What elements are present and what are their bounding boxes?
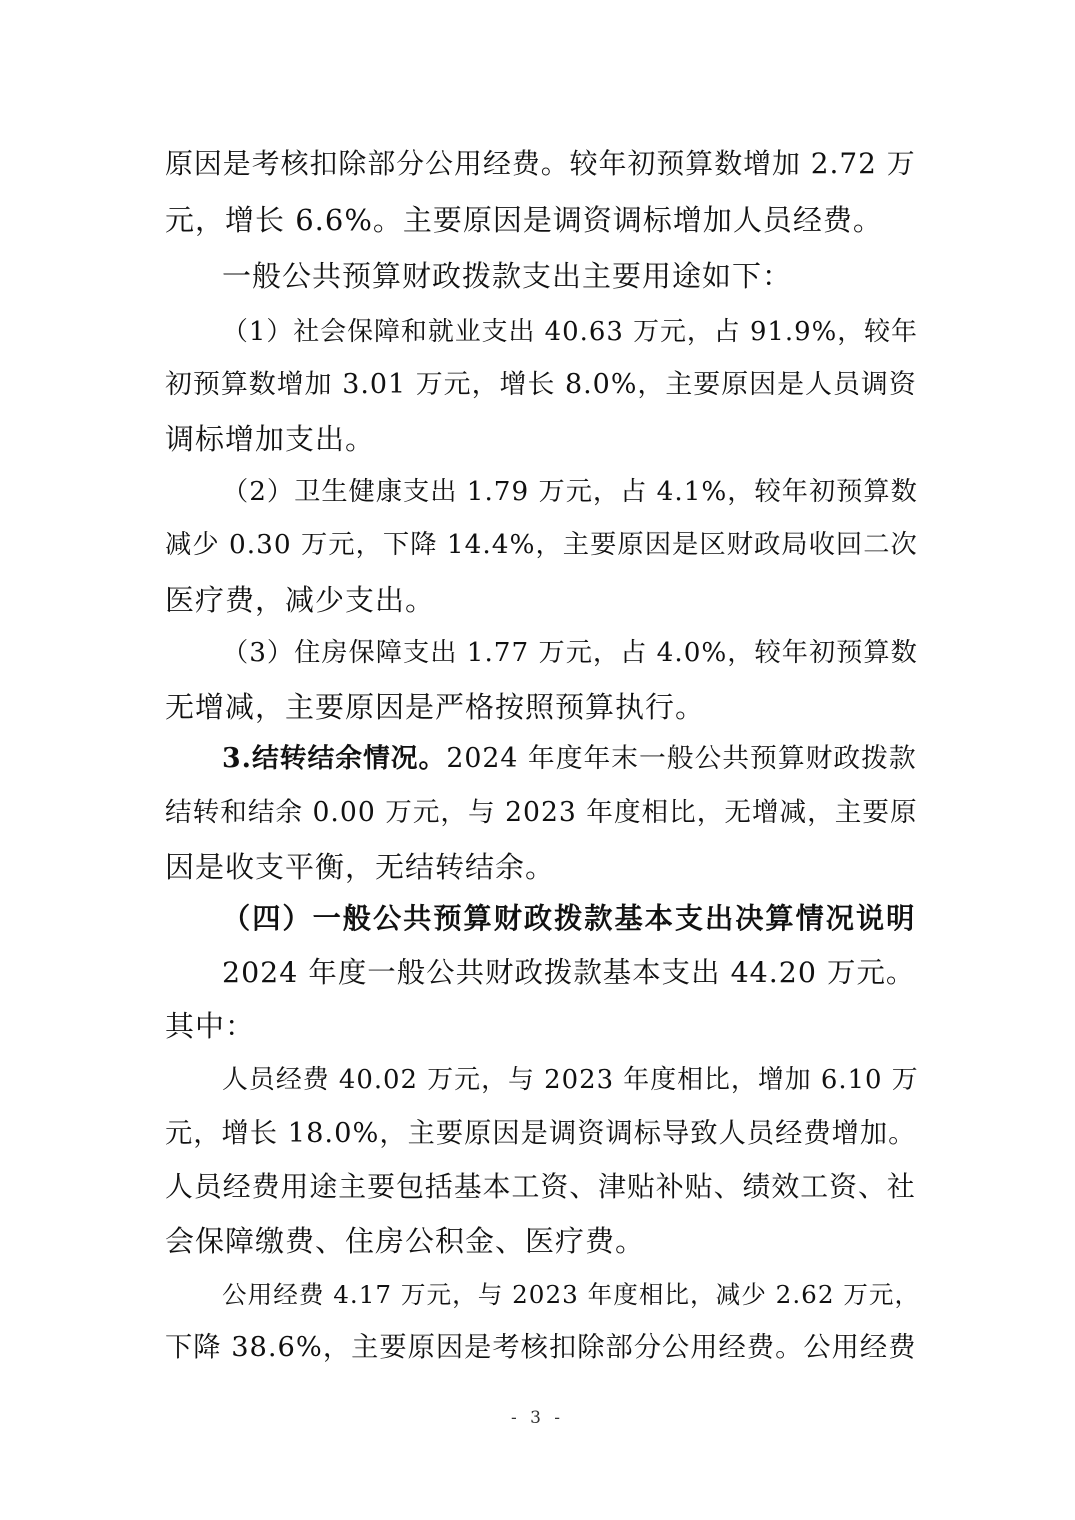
text-line-content: 医疗费，减少支出。	[165, 583, 436, 617]
text-line-content: 因是收支平衡，无结转结余。	[165, 850, 556, 884]
text-line	[165, 1114, 1075, 1154]
text-line	[165, 1006, 1075, 1046]
text-line-content: 元，增长 18.0%，主要原因是调资调标导致人员经费增加。	[165, 1118, 917, 1149]
text-line-content: 元，增长 6.6%。主要原因是调资调标增加人员经费。	[165, 203, 883, 237]
text-line	[222, 953, 1075, 993]
text-line-content: 会保障缴费、住房公积金、医疗费。	[165, 1224, 646, 1258]
text-line-content: 其中：	[165, 1009, 256, 1043]
section-heading-text: （四）一般公共预算财政拨款基本支出决算情况说明	[222, 902, 917, 935]
text-line-content: （2）卫生健康支出 1.79 万元，占 4.1%，较年初预算数	[222, 477, 918, 507]
text-line	[222, 472, 1075, 512]
text-line	[165, 793, 1075, 833]
text-line	[165, 419, 1075, 459]
text-line	[165, 1328, 1075, 1368]
text-line-content: 无增减，主要原因是严格按照预算执行。	[165, 690, 706, 724]
text-line-content: 结转和结余 0.00 万元，与 2023 年度相比，无增减，主要原	[165, 797, 918, 828]
text-line	[165, 144, 916, 184]
text-line-content: 2024 年度一般公共财政拨款基本支出 44.20 万元。	[222, 956, 916, 989]
page-number: - 3 -	[510, 1408, 565, 1428]
text-line	[165, 687, 1075, 727]
text-line	[222, 739, 1075, 779]
subsection-label: 3.结转结余情况。	[222, 743, 447, 774]
text-line-content: 人员经费 40.02 万元，与 2023 年度相比，增加 6.10 万	[222, 1065, 919, 1095]
text-line	[222, 633, 1075, 673]
text-line	[165, 1221, 1075, 1261]
text-line	[222, 1275, 1075, 1315]
text-line-content: 调标增加支出。	[165, 422, 376, 456]
text-line	[165, 365, 1075, 405]
text-line	[222, 1060, 1075, 1100]
text-line-content: （1）社会保障和就业支出 40.63 万元，占 91.9%，较年	[222, 317, 918, 347]
section-heading	[222, 899, 1075, 939]
text-line	[222, 312, 1075, 352]
text-line-content: 原因是考核扣除部分公用经费。较年初预算数增加 2.72 万	[165, 147, 916, 180]
text-line	[165, 847, 1075, 887]
text-line-content: 初预算数增加 3.01 万元，增长 8.0%，主要原因是人员调资	[165, 369, 917, 400]
text-line	[222, 256, 1075, 296]
text-line-content: 下降 38.6%，主要原因是考核扣除部分公用经费。公用经费	[165, 1332, 917, 1363]
text-line-content: 减少 0.30 万元，下降 14.4%，主要原因是区财政局收回二次	[165, 530, 918, 560]
text-line-content: 人员经费用途主要包括基本工资、津贴补贴、绩效工资、社	[165, 1170, 916, 1203]
text-line-content: （3）住房保障支出 1.77 万元，占 4.0%，较年初预算数	[222, 638, 918, 668]
text-line	[165, 1167, 1075, 1207]
text-line-content: 公用经费 4.17 万元，与 2023 年度相比，减少 2.62 万元，	[222, 1280, 921, 1309]
text-line	[165, 200, 1075, 240]
text-line	[165, 525, 1075, 565]
text-line-content: 2024 年度年末一般公共预算财政拨款	[446, 743, 917, 774]
text-line-content: 一般公共预算财政拨款支出主要用途如下：	[222, 259, 793, 293]
text-line	[165, 580, 1075, 620]
